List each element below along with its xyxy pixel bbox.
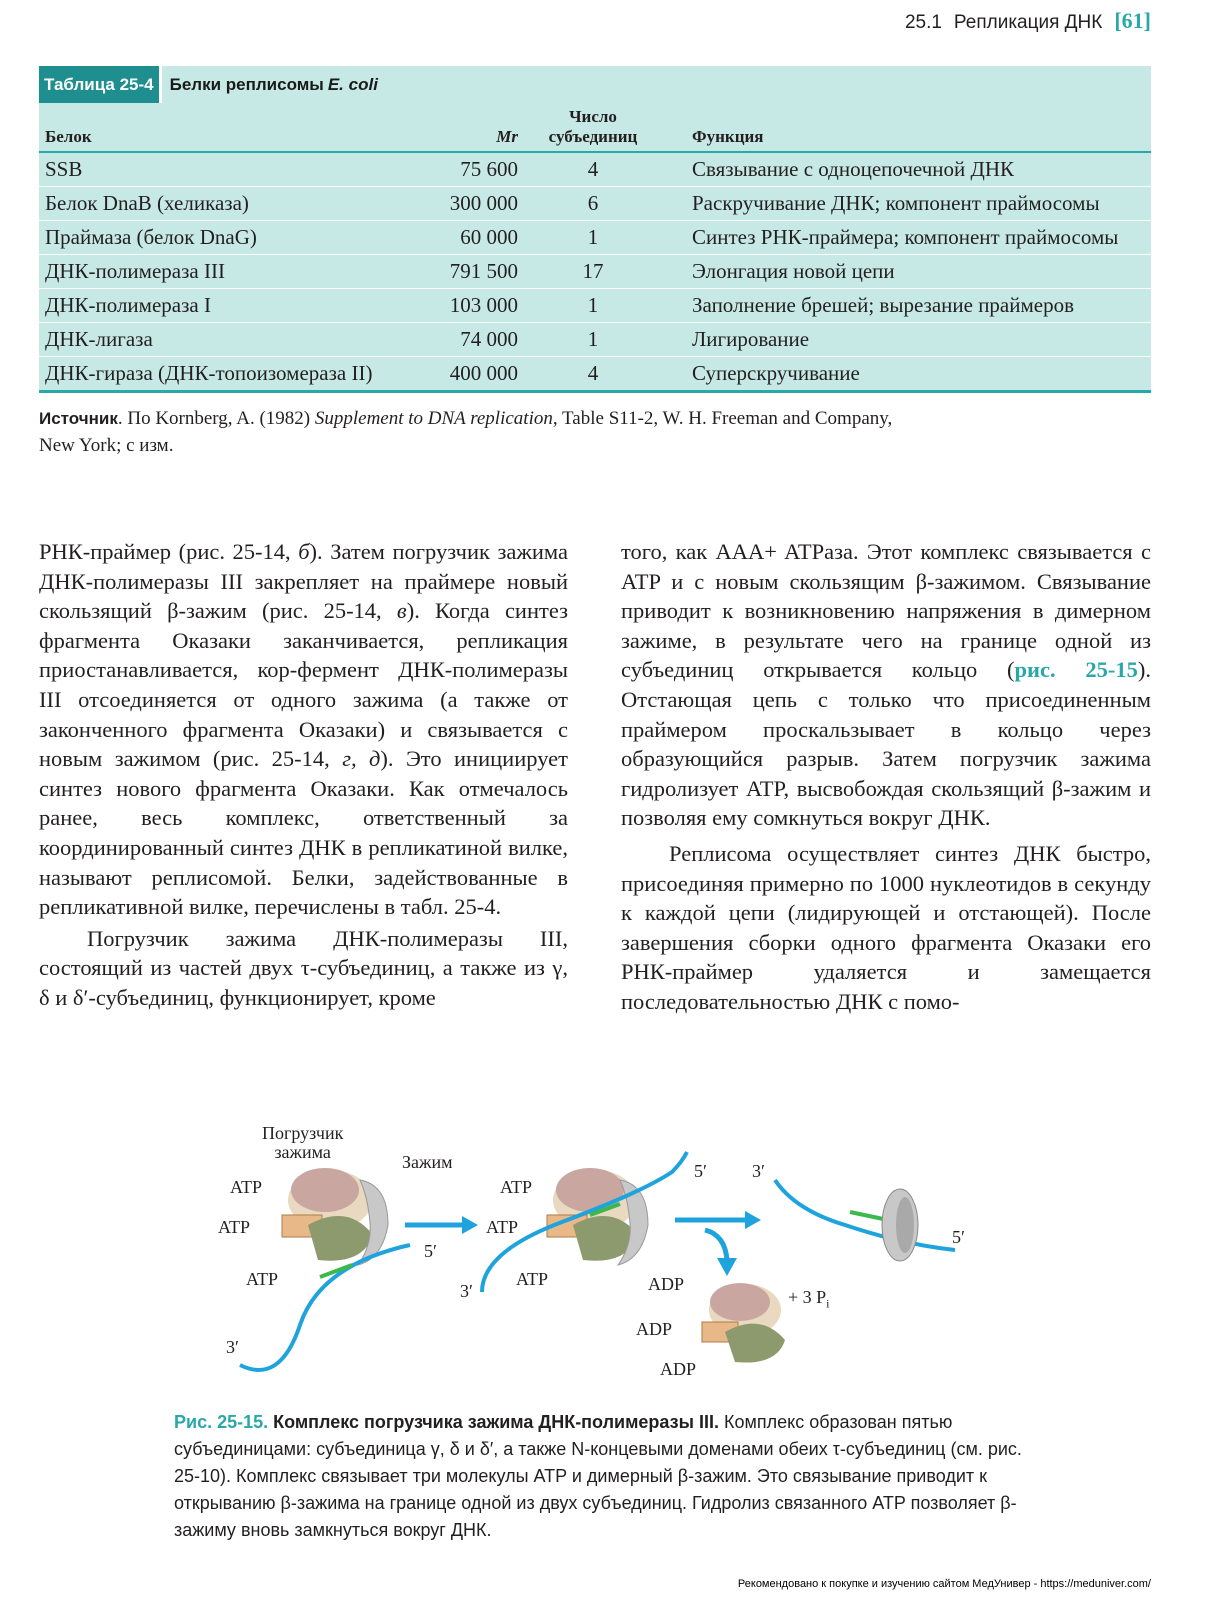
- cell-subunits: 4: [587, 361, 599, 385]
- cell-protein: ДНК-полимераза I: [45, 293, 211, 317]
- loader-complex-adp: [702, 1283, 785, 1363]
- figure-caption: [174, 1409, 1034, 1544]
- cell-function: Лигирование: [692, 327, 810, 351]
- cell-subunits: 6: [587, 191, 599, 215]
- table-row: [39, 152, 1151, 187]
- cell-mr: 400 000: [449, 361, 518, 385]
- label-atp: ATP: [486, 1217, 519, 1237]
- cell-mr: 300 000: [449, 191, 518, 215]
- text-run: ). Когда синтез фрагмента Оказаки заканчивается, репликация приостанавливается, кор-фермент ДНК-полимеразы III отсоединяется от одного зажима (а также от законченного фрагмента Оказаки) и связывается с новым зажимом (рис. 25-14,: [39, 598, 568, 772]
- footer-note: Рекомендовано к покупке и изучению сайтом МедУнивер - https://meduniver.com/: [737, 1578, 1151, 1590]
- text-column-right: [621, 537, 1151, 1017]
- cell-subunits: 1: [587, 225, 599, 249]
- page-number: [61]: [1114, 8, 1151, 33]
- cell-subunits: 17: [582, 259, 604, 283]
- closed-clamp: [882, 1189, 918, 1261]
- label-clamp-loader-line2: зажима: [274, 1142, 331, 1162]
- cell-mr: 103 000: [449, 293, 518, 317]
- text-run: ). Затем погрузчик зажима ДНК-полимеразы III закрепляет на праймере новый скользящий β-зажим (рис. 25-14,: [39, 539, 568, 624]
- table-row: [39, 323, 1151, 357]
- label-phosphate-sub: i: [826, 1296, 830, 1311]
- table-row: [39, 357, 1151, 391]
- cell-subunits: 1: [587, 327, 599, 351]
- cell-protein: ДНК-гираза (ДНК-топоизомераза II): [45, 361, 373, 385]
- running-header: [905, 8, 1151, 34]
- col-header-function: Функция: [692, 127, 764, 146]
- label-adp: ADP: [648, 1274, 685, 1294]
- section-title: Репликация ДНК: [953, 12, 1103, 33]
- cell-function: Заполнение брешей; вырезание праймеров: [692, 293, 1075, 317]
- cell-mr: 74 000: [460, 327, 518, 351]
- source-label: Источник: [39, 409, 118, 428]
- loader-complex-1: [282, 1168, 388, 1265]
- text-run: в: [396, 598, 407, 624]
- cell-protein: Праймаза (белок DnaG): [45, 225, 257, 249]
- cell-function: Раскручивание ДНК; компонент праймосомы: [692, 191, 1100, 215]
- section-number: 25.1: [904, 12, 942, 33]
- paragraph: [39, 537, 568, 922]
- table-number: Таблица 25-4: [39, 66, 162, 103]
- label-atp: ATP: [246, 1269, 279, 1289]
- source-italic: Supplement to DNA replication: [314, 408, 553, 429]
- label-three-prime: 3′: [752, 1161, 765, 1181]
- label-atp: ATP: [500, 1177, 533, 1197]
- label-three-prime: 3′: [460, 1281, 473, 1301]
- source-text-1: . По Kornberg, A. (1982): [117, 408, 315, 429]
- loader-complex-2: [547, 1168, 648, 1265]
- col-header-subunits-line2: субъединиц: [548, 127, 638, 146]
- figure-reference-link[interactable]: рис. 25-15: [1014, 657, 1138, 683]
- paragraph: Реплисома осуществляет синтез ДНК быстро, присоединяя примерно по 1000 нуклеотидов в секунду к каждой цепи (лидирующей и отстающей). После завершения сборки одного фрагмента Оказаки его РНК-праймер удаляется и замещается последовательностью ДНК с помо-: [621, 840, 1151, 1014]
- figure-clamp-loader: [200, 1120, 1000, 1390]
- cell-protein: Белок DnaB (хеликаза): [45, 191, 249, 215]
- col-header-subunits-line1: Число: [569, 107, 617, 126]
- label-adp: ADP: [636, 1319, 673, 1339]
- cell-function: Суперскручивание: [692, 361, 860, 385]
- text-run: того, как AAA+ ATPаза. Этот комплекс связывается с ATP и с новым скользящим β-зажимом. Связывание приводит к возникновению напряжения в димерном зажиме, в результате чего на границе одной из субъединиц открывается кольцо (: [621, 539, 1151, 683]
- text-run: ). Это инициирует синтез нового фрагмента Оказаки. Как отмечалось ранее, весь комплекс, ответственный за координированный синтез ДНК в репликатиной вилке, называют реплисомой. Белки, задействованные в репликативной вилке, перечислены в табл. 25-4.: [39, 746, 568, 920]
- text-run: РНК-праймер (рис. 25-14,: [39, 539, 299, 564]
- table-row: [39, 221, 1151, 255]
- cell-subunits: 1: [587, 293, 599, 317]
- table-title-bar: [39, 66, 1151, 103]
- cell-protein: SSB: [45, 157, 83, 181]
- label-five-prime: 5′: [694, 1161, 707, 1181]
- table-source: [39, 405, 919, 459]
- table-row: [39, 187, 1151, 221]
- cell-function: Синтез РНК-праймера; компонент праймосомы: [692, 225, 1119, 249]
- cell-mr: 75 600: [460, 157, 518, 181]
- col-header-protein: Белок: [45, 127, 92, 146]
- table-row: [39, 255, 1151, 289]
- col-header-mr-text: Mr: [496, 127, 518, 146]
- text-column-left: [39, 537, 568, 1013]
- col-header-mr: [424, 103, 524, 152]
- table-title-text: Белки реплисомы: [169, 74, 324, 94]
- label-atp: ATP: [218, 1217, 251, 1237]
- paragraph: Погрузчик зажима ДНК-полимеразы III, состоящий из частей двух τ-субъединиц, а также из γ, δ и δ′-субъединиц, функционирует, кроме: [39, 925, 568, 1010]
- cell-protein: ДНК-лигаза: [45, 327, 153, 351]
- label-atp: ATP: [230, 1177, 263, 1197]
- table-row: [39, 289, 1151, 323]
- label-five-prime: 5′: [952, 1227, 965, 1247]
- label-three-prime: 3′: [226, 1337, 239, 1357]
- table-title: [162, 66, 1151, 103]
- cell-function: Связывание с одноцепочечной ДНК: [692, 157, 1015, 181]
- paragraph: [621, 537, 1151, 833]
- arrow-3: [705, 1230, 727, 1260]
- cell-protein: ДНК-полимераза III: [45, 259, 225, 283]
- source-text-2: , Table S11-2, W. H. Freeman and Company, New York; с изм.: [39, 408, 893, 456]
- col-header-subunits: [524, 103, 662, 152]
- text-run: б: [298, 539, 310, 564]
- caption-text: Комплекс образован пятью субъединицами: субъединица γ, δ и δ′, а также N-концевыми доменами обеих τ-субъединиц (см. рис. 25-10). Комплекс связывает три молекулы ATP и димерный β-зажим. Это связывание приводит к открыванию β-зажима на границе одной из двух субъединиц. Гидролиз связанного ATP позволяет β-зажиму вновь замкнуться вокруг ДНК.: [174, 1412, 1022, 1540]
- label-phosphate: [788, 1288, 830, 1314]
- cell-subunits: 4: [587, 157, 599, 181]
- table-header-row: [39, 103, 1151, 152]
- cell-function: Элонгация новой цепи: [692, 259, 895, 283]
- cell-mr: 791 500: [449, 259, 518, 283]
- caption-title: Рис. 25-15.: [174, 1412, 269, 1432]
- label-clamp-loader-line1: Погрузчик: [262, 1123, 344, 1143]
- label-atp: ATP: [516, 1269, 549, 1289]
- label-adp: ADP: [660, 1359, 697, 1379]
- label-clamp: Зажим: [402, 1152, 453, 1172]
- text-run: г, д: [342, 746, 381, 772]
- cell-mr: 60 000: [460, 225, 518, 249]
- table-title-species: E. coli: [327, 74, 378, 94]
- caption-bold: Комплекс погрузчика зажима ДНК-полимеразы III.: [268, 1412, 719, 1432]
- dna-strand-1: [240, 1245, 410, 1370]
- proteins-table: [39, 66, 1151, 393]
- table-grid: [39, 103, 1151, 390]
- label-phosphate-text: + 3 P: [788, 1287, 827, 1307]
- label-five-prime: 5′: [424, 1241, 437, 1261]
- text-run: ). Отстающая цепь с только что присоединенным праймером проскальзывает в кольцо через образующийся разрыв. Затем погрузчик зажима гидролизует ATP, высвобождая скользящий β-зажим и позволяя ему сомкнуться вокруг ДНК.: [621, 657, 1151, 831]
- label-clamp-loader: [262, 1124, 343, 1162]
